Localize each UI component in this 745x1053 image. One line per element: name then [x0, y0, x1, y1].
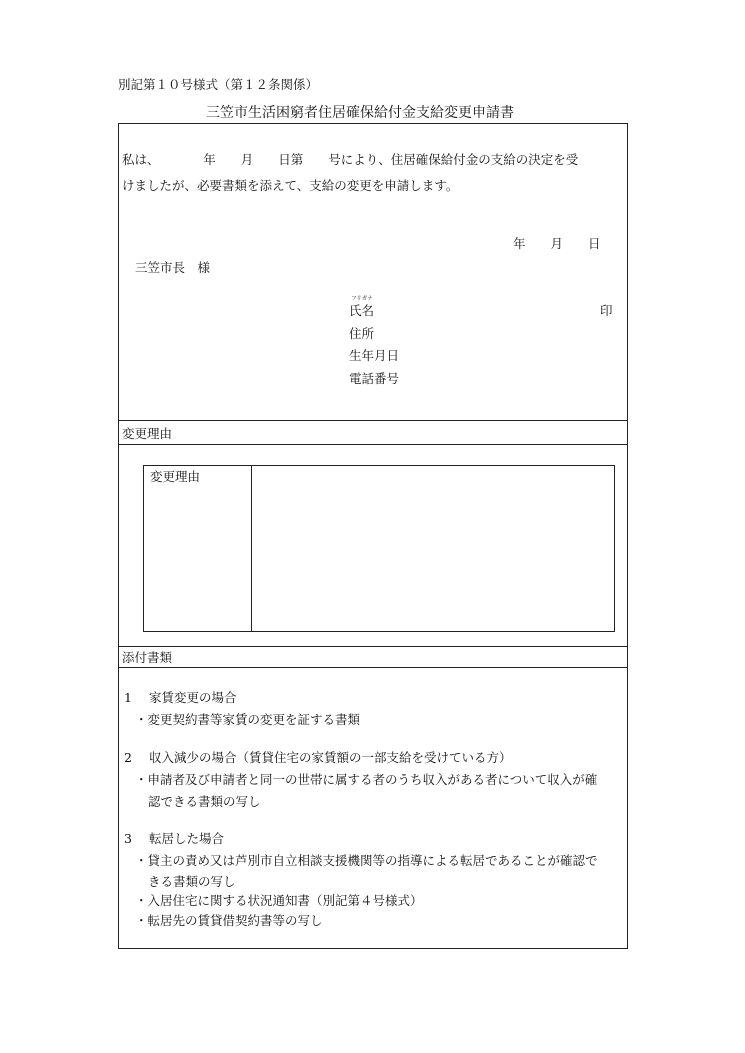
- birthdate-label: 生年月日: [349, 348, 400, 363]
- name-ruby: フリガナ: [351, 296, 373, 302]
- phone-label: 電話番号: [349, 371, 400, 386]
- attachment-bullet: ・貸主の責め又は芦別市自立相談支援機関等の指導による転居であることが確認で: [135, 853, 598, 868]
- divider-reason-header: [118, 444, 628, 445]
- name-label: 氏名: [349, 303, 375, 318]
- attachment-item-title: 転居した場合: [149, 831, 225, 846]
- reason-inner-label: 変更理由: [150, 469, 201, 484]
- intro-line-1: 私は、 年 月 日第 号により、住居確保給付金の支給の決定を受: [122, 152, 579, 167]
- attachment-bullet-continuation: 認できる書類の写し: [148, 794, 261, 809]
- attachment-item-number: 2: [124, 750, 132, 765]
- seal-mark: 印: [600, 303, 613, 318]
- attachment-bullet: ・入居住宅に関する状況通知書（別記第４号様式）: [135, 893, 423, 908]
- form-number: 別記第１０号様式（第１２条関係）: [118, 77, 319, 92]
- addressee: 三笠市長 様: [135, 260, 211, 275]
- reason-section-header: 変更理由: [122, 426, 173, 441]
- attachments-section-header: 添付書類: [122, 650, 173, 665]
- date-line: 年 月 日: [513, 236, 601, 251]
- reason-table-divider: [251, 465, 252, 632]
- attachment-bullet-continuation: きる書類の写し: [148, 874, 236, 889]
- attachment-bullet: ・転居先の賃貸借契約書等の写し: [135, 913, 323, 928]
- address-label: 住所: [349, 326, 375, 341]
- attachment-item-number: 3: [124, 831, 132, 846]
- attachment-item-number: 1: [124, 690, 132, 705]
- reason-input-area[interactable]: [253, 467, 613, 630]
- divider-attachments-header: [118, 667, 628, 668]
- form-title: 三笠市生活困窮者住居確保給付金支給変更申請書: [206, 105, 514, 121]
- divider-top: [118, 420, 628, 421]
- divider-attachments: [118, 646, 628, 647]
- attachment-bullet: ・変更契約書等家賃の変更を証する書類: [135, 712, 361, 727]
- attachment-item-title: 収入減少の場合（賃貸住宅の家賃額の一部支給を受けている方）: [149, 750, 512, 765]
- attachment-bullet: ・申請者及び申請者と同一の世帯に属する者のうち収入がある者について収入が確: [135, 772, 598, 787]
- attachment-item-title: 家賃変更の場合: [149, 690, 237, 705]
- intro-line-2: けましたが、必要書類を添えて、支給の変更を申請します。: [122, 178, 459, 193]
